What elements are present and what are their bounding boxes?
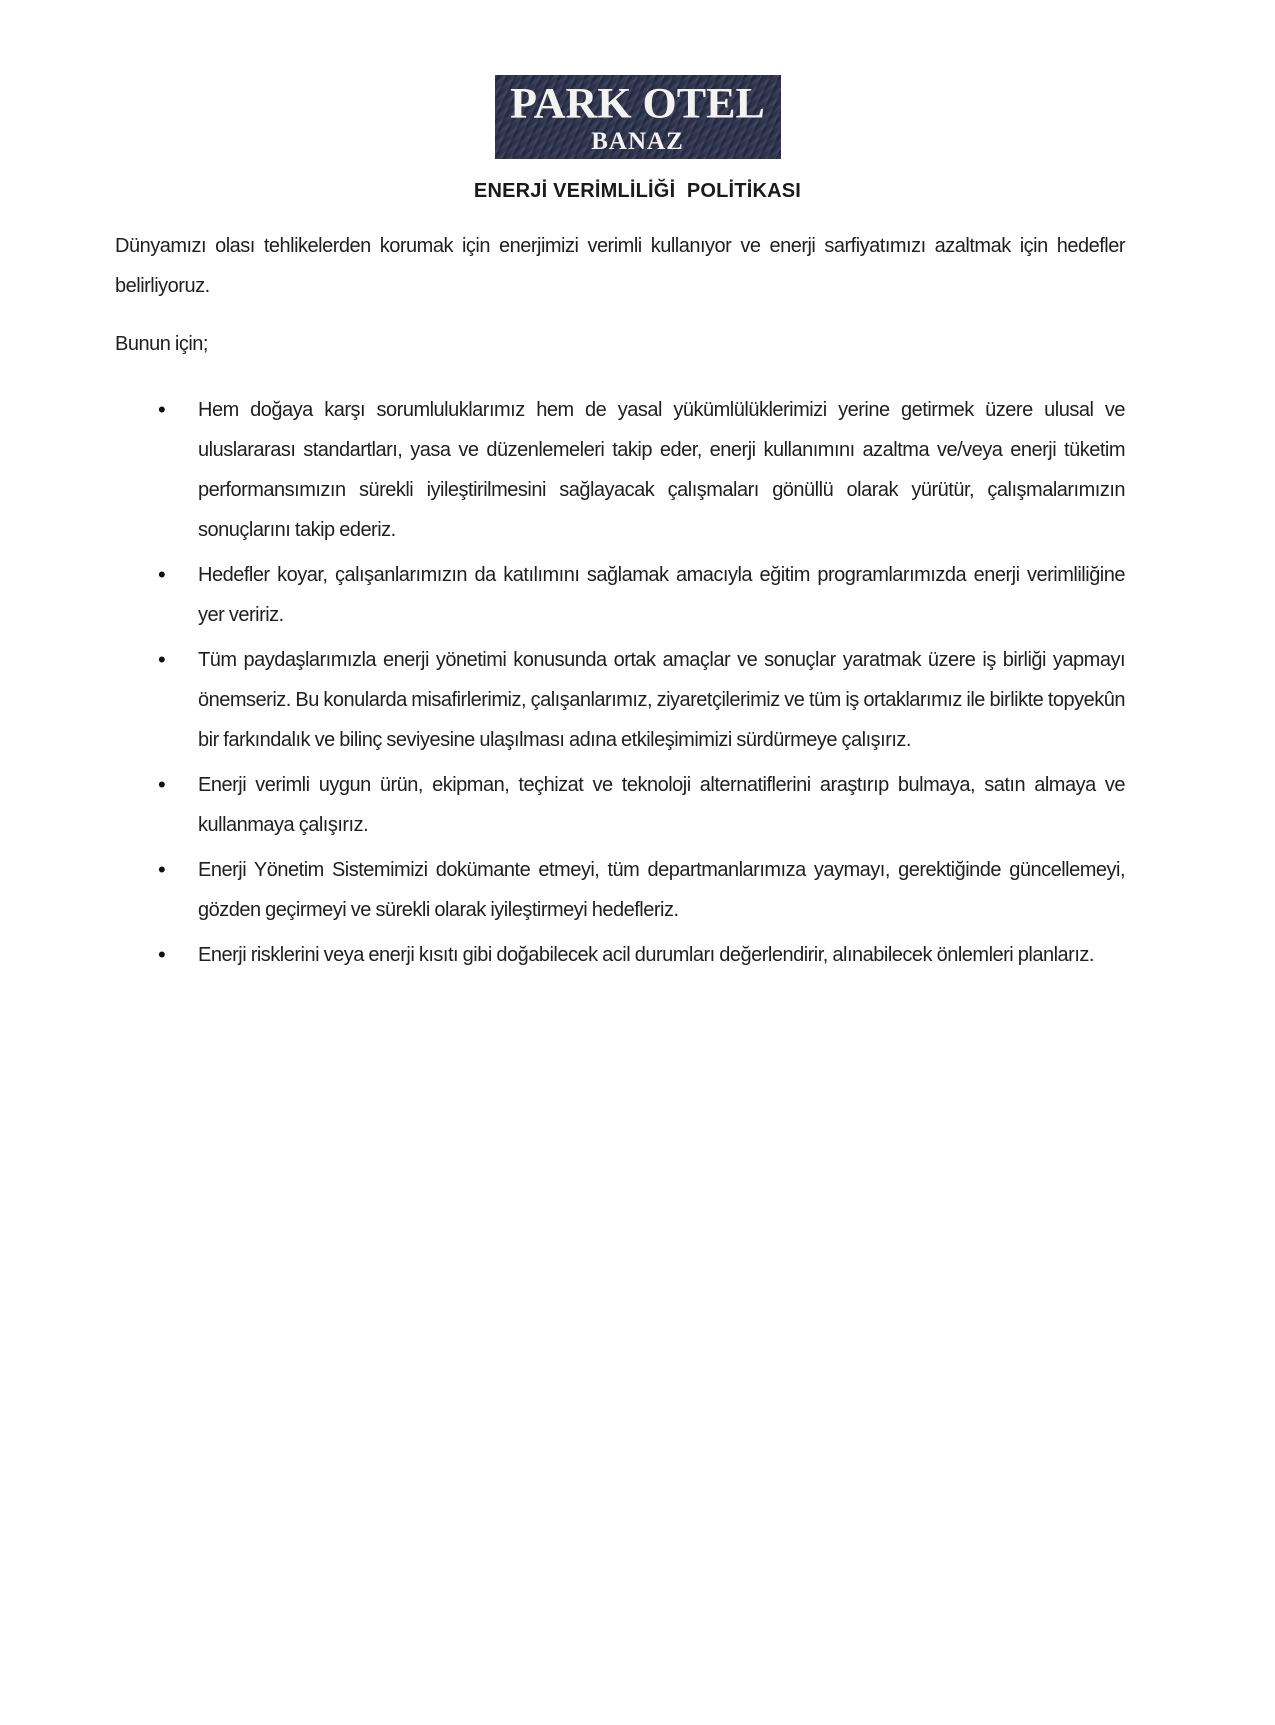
logo-hotel-name: PARK OTEL (510, 79, 765, 128)
policy-bullet-item: • Hem doğaya karşı sorumluluklarımız hem de yasal yükümlülüklerimizi yerine getirmek üzere ulusal ve uluslararası standartları, yasa ve düzenlemeleri takip eder, enerji kullanımını azaltma ve/veya enerji tüketim performansımızın sürekli iyileştirilmesini sağlayacak çalışmaları gönüllü olarak yürütür, çalışmalarımızın sonuçlarını takip ederiz. (198, 390, 1125, 550)
logo-city-name: BANAZ (591, 128, 684, 155)
document-body (115, 226, 1125, 975)
policy-bullet-item: • Enerji Yönetim Sistemimizi dokümante etmeyi, tüm departmanlarımıza yaymayı, gerektiğinde güncellemeyi, gözden geçirmeyi ve sürekli olarak iyileştirmeyi hedefleriz. (198, 850, 1125, 930)
hotel-logo (495, 75, 781, 159)
policy-bullet-item: • Tüm paydaşlarımızla enerji yönetimi konusunda ortak amaçlar ve sonuçlar yaratmak üzere iş birliği yapmayı önemseriz. Bu konularda misafirlerimiz, çalışanlarımız, ziyaretçilerimiz ve tüm iş ortaklarımız ile birlikte topyekûn bir farkındalık ve bilinç seviyesine ulaşılması adına etkileşimimizi sürdürmeye çalışırız. (198, 640, 1125, 760)
policy-bullet-item: • Enerji risklerini veya enerji kısıtı gibi doğabilecek acil durumları değerlendirir, alınabilecek önlemleri planlarız. (198, 935, 1125, 975)
policy-bullet-item: • Hedefler koyar, çalışanlarımızın da katılımını sağlamak amacıyla eğitim programlarımızda enerji verimliliğine yer veririz. (198, 555, 1125, 635)
intro-paragraph: Dünyamızı olası tehlikelerden korumak için enerjimizi verimli kullanıyor ve enerji sarfiyatımızı azaltmak için hedefler belirliyoruz. (115, 235, 1125, 297)
page-title: ENERJİ VERİMLİLİĞİ POLİTİKASI (473, 180, 802, 202)
lead-in-text: Bunun için; (115, 333, 208, 355)
policy-bullet-item: • Enerji verimli uygun ürün, ekipman, teçhizat ve teknoloji alternatiflerini araştırıp bulmaya, satın almaya ve kullanmaya çalışırız. (198, 765, 1125, 845)
policy-bullet-list (115, 390, 1125, 975)
document-page (0, 75, 1275, 1725)
